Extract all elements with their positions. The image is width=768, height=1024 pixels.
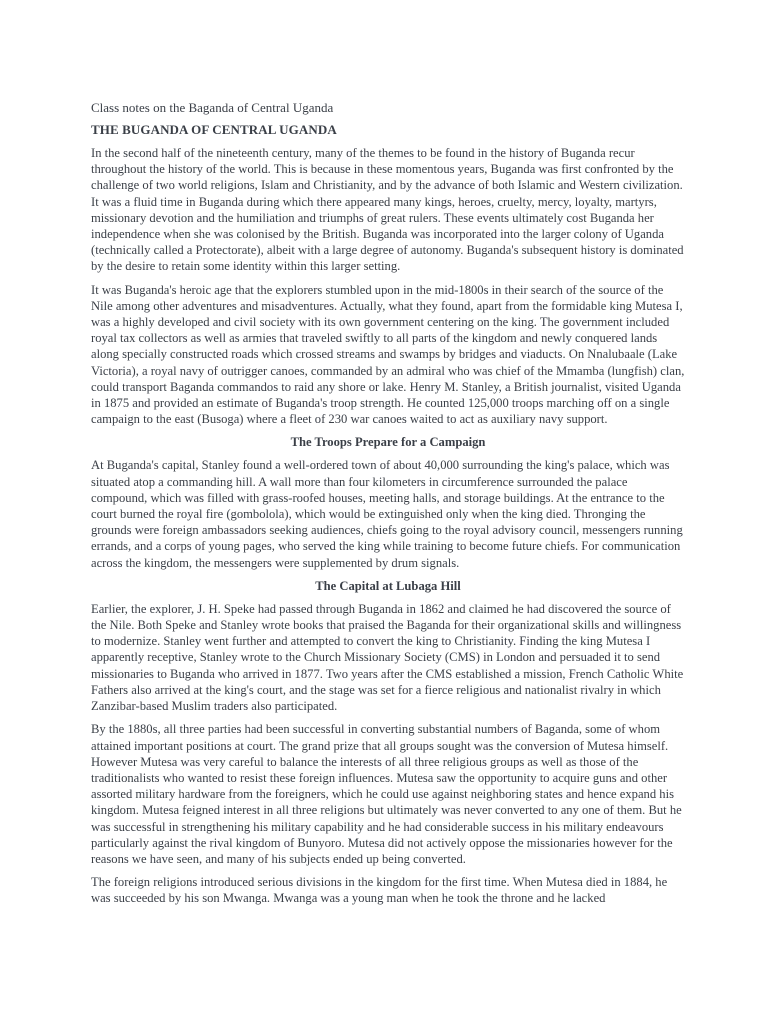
paragraph-intro-history: In the second half of the nineteenth century, many of the themes to be found in the history of Buganda recur throughout the history of the world. This is because in these momentous years, Buganda was first confronted by the challenge of two world religions, Islam and Christianity, and by the advance of both Islamic and Western civilization. It was a fluid time in Buganda during which there appeared many kings, heroes, cruelty, mercy, loyalty, martyrs, missionary devotion and the humiliation and triumphs of great rulers. These events ultimately cost Buganda her independence when she was colonised by the British. Buganda was incorporated into the larger colony of Uganda (technically called a Protectorate), albeit with a large degree of autonomy. Buganda's subsequent history is dominated by the desire to retain some identity within this larger setting. bbox=[91, 146, 684, 274]
section-heading-capital: The Capital at Lubaga Hill bbox=[315, 578, 461, 593]
paragraph-capital-town: At Buganda's capital, Stanley found a well-ordered town of about 40,000 surrounding the king's palace, which was situated atop a commanding hill. A wall more than four kilometers in circumference surrounded the palace compound, which was filled with grass-roofed houses, meeting halls, and storage buildings. At the entrance to the court burned the royal fire (gombolola), which would be extinguished only when the king died. Thronging the grounds were foreign ambassadors seeking audiences, chiefs going to the royal advisory council, messengers running errands, and a corps of young pages, who served the king while training to become future chiefs. For communication across the kingdom, the messengers were supplemented by drum signals. bbox=[91, 458, 683, 570]
paragraph-1880s: By the 1880s, all three parties had been successful in converting substantial numbers of Baganda, some of whom attained important positions at court. The grand prize that all groups sought was the conversion of Mutesa himself. However Mutesa was very careful to balance the interests of all three religious groups as well as those of the traditionalists who wanted to resist these foreign influences. Mutesa saw the opportunity to acquire guns and other assorted military hardware from the foreigners, which he could use against neighboring states and hence expand his kingdom. Mutesa feigned interest in all three religions but ultimately was never converted to any one of them. But he was successful in strengthening his military capability and he had considerable success in his military endeavours particularly against the rival kingdom of Bunyoro. Mutesa did not actively oppose the missionaries however for the reasons we have seen, and many of his subjects ended up being converted. bbox=[91, 722, 682, 866]
paragraph-speke-stanley: Earlier, the explorer, J. H. Speke had passed through Buganda in 1862 and claimed he had discovered the source of the Nile. Both Speke and Stanley wrote books that praised the Baganda for their organizational skills and willingness to modernize. Stanley went further and attempted to convert the king to Christianity. Finding the king Mutesa I apparently receptive, Stanley wrote to the Church Missionary Society (CMS) in London and persuaded it to send missionaries to Buganda who arrived in 1877. Two years after the CMS established a mission, French Catholic White Fathers also arrived at the king's court, and the stage was set for a fierce religious and nationalist rivalry in which Zanzibar-based Muslim traders also participated. bbox=[91, 601, 684, 714]
paragraph-heroic-age: It was Buganda's heroic age that the explorers stumbled upon in the mid-1800s in their search of the source of the Nile among other adventures and misadventures. Actually, what they found, apart from the formidable king Mutesa I, was a highly developed and civil society with its own government centering on the king. The government included royal tax collectors as well as armies that traveled swiftly to all parts of the kingdom and newly conquered lands along specially constructed roads which crossed streams and swamps by bridges and viaducts. On Nnalubaale (Lake Victoria), a royal navy of outrigger canoes, commanded by an admiral who was chief of the Mmamba (lungfish) clan, could transport Baganda commandos to raid any shore or lake. Henry M. Stanley, a British journalist, visited Uganda in 1875 and provided an estimate of Buganda's troop strength. He counted 125,000 troops marching off on a single campaign to the east (Busoga) where a fleet of 230 war canoes waited to act as auxiliary navy support. bbox=[91, 282, 685, 427]
document-title: THE BUGANDA OF CENTRAL UGANDA bbox=[91, 122, 337, 137]
document-page bbox=[91, 99, 685, 914]
document-intro: Class notes on the Baganda of Central Uganda bbox=[91, 100, 334, 115]
section-heading-troops: The Troops Prepare for a Campaign bbox=[290, 435, 486, 450]
paragraph-foreign-religions: The foreign religions introduced serious divisions in the kingdom for the first time. When Mutesa died in 1884, he was succeeded by his son Mwanga. Mwanga was a young man when he took the throne and he lacked bbox=[91, 875, 668, 906]
